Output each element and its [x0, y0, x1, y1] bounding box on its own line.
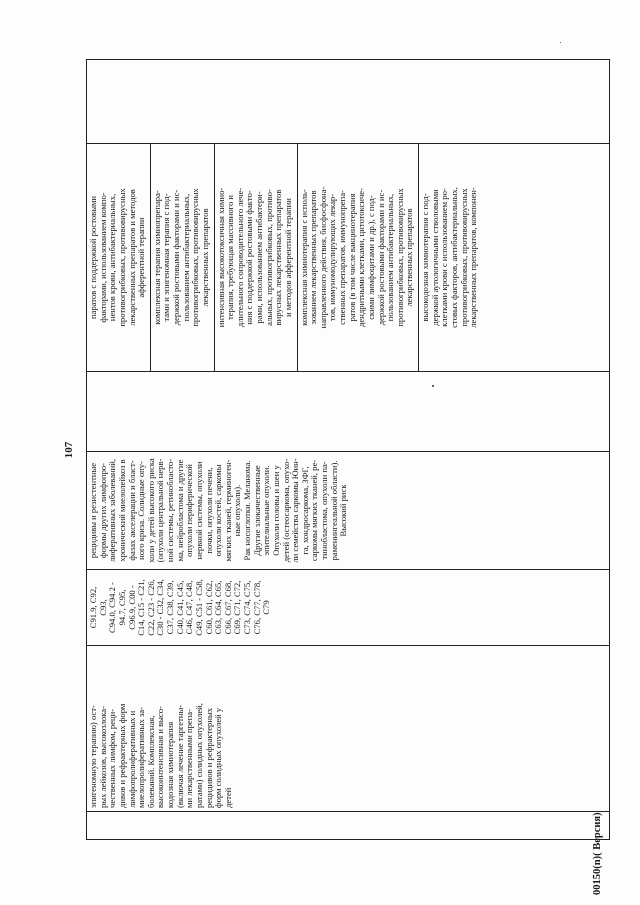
page-number: 107 — [63, 441, 75, 459]
footer-text: 00150(n)( Версия) — [592, 812, 603, 895]
method-item: паратов с поддержкой ростовыми факторами, использованием компо- нентов крови, антибактериальных, противогрибковых, противовирусных лекарственных препаратов и методов афферентной терапии — [87, 144, 151, 371]
document-footer — [592, 805, 632, 895]
table-cell-treatment — [87, 646, 610, 812]
table-cell-last — [87, 60, 610, 144]
table-cell-methods — [87, 144, 610, 372]
table-row — [87, 60, 610, 840]
table-cell-empty — [87, 372, 610, 452]
method-item: комплексная химиотерапия с исполь- зованием лекарственных препаратов направленного действия, бисфосфона- тов, иммуномодулирующих лекар- ственных препаратов, иммунопрепа- ратов (в том числе вакцинотерапия дендритными клетками, цитотоксиче- скими лимфоцитами и др.), с под- держкой ростовыми факторами и ис- пользованием антибактериальных, противогрибковых, противовирусных лекарственных препаратов — [298, 144, 420, 371]
table-cell-codes — [87, 570, 610, 646]
treatment-text: эпигеномную терапию) ост- рых лейкозов, высокозлока- чественных лимфом, реци- дивов и рефрактерных форм лимфопролиферативных и миелопролиферативных за- болеваний. Комплексная, высокоинтенсивная и высо- кодозная химиотерапия (включая лечение таргетны- ми лекарственными препа- ратами) солидных опухолей, рецидивов и рефрактерных форм солидных опухолей у детей — [88, 703, 233, 808]
scan-speck — [560, 42, 561, 43]
icd-codes-text: C91.9, C92, C93, C94.0, C94.2 - 94.7, C95, C96.9, C00 - C14, C15 - C21, C22, C23 - C26, C30 - C32, C34, C37, C38, C39, C40, C41, C45, C46, C47, C48, C49, C51 - C58, C60, C61, C62, C63, C64, C65, C66, C67, C68, C69, C71, C72, C73, C74, C75, C76, C77, C78, C79 — [88, 579, 272, 636]
table-cell-diagnosis — [87, 452, 610, 570]
method-item: высокодозная химиотерапия с под- держкой аутологичными стволовыми клетками крови с использованием ро- стовых факторов, антибактериальных, противогрибковых, противовирусных лекарственных препаратов, компонен- — [420, 187, 479, 328]
treatment-table — [86, 59, 610, 840]
diagnosis-text: рецидивы и резистентные формы других лимфопро- лиферативных заболеваний, хронический миелолейкоз в фазах акселерации и бласт- ного криза. Солидные опу- холи у детей высокого риска (опухоли центральной нерв- ной системы, ретинобласто- ма, нейробластома и другие опухоли периферической нервной системы, опухоли почки, опухоли печени, опухоли костей, саркомы мягких тканей, герминоген- ные опухоли). Рак носоглотки. Меланома. Другие злокачественные эпителиальные опухоли. Опухоли головы и шеи у детей (остеосаркома, опухо- ли семейства саркомы Юин- га, хондросаркома, ЗФГ, саркомы мягких тканей, ре- тинобластома, опухоли па- раменингеальной области). Высокий риск — [88, 458, 349, 563]
method-item: интенсивная высокотоксичная химио- терапия, требующая массивного и длительного сопроводительного лече- ния с поддержкой ростовыми факто- рами, использованием антибактери- альных, противогрибковых, противо- вирусных лекарственных препаратов и методов афферентной терапии — [215, 144, 298, 371]
table-cell-index — [87, 812, 610, 840]
scan-speck — [432, 385, 434, 387]
rotated-content — [60, 60, 610, 840]
method-item: комплексная терапия химиопрепара- тами и эпигеномная терапия с под- держкой ростовыми факторами и ис- пользованием антибактериальных, противогрибковых, противовирусных лекарственных препаратов — [151, 144, 215, 371]
